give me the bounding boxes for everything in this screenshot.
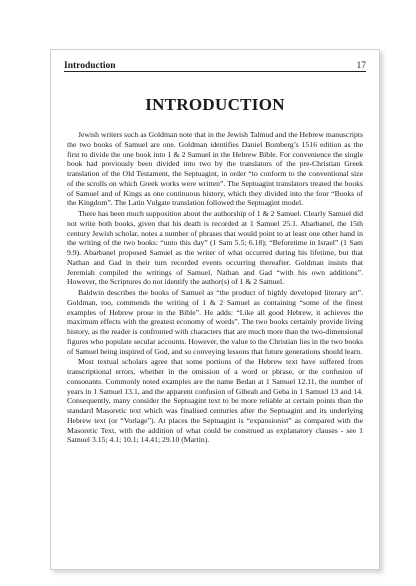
chapter-title: INTRODUCTION — [145, 95, 285, 114]
running-head-section: Introduction — [64, 61, 116, 71]
paragraph: Most textual scholars agree that some portions of the Hebrew text have suffered from transcriptional errors, whether in the omission of a word or phrase, or the confusion of consonants. Commonly noted examples are the name Bedan at 1 Samuel 12.11, the number of years in 1 Samuel 13.1, and the apparent confusion of Gibeah and Geba in 1 Samuel 13 and 14. Consequently, many consider the Septuagint text to be more reliable at certain points than the standard Masoretic text which was finalised centuries after the Septuagint and its underlying Hebrew text (or “Vorlage”). At places the Septuagint is “expansionist” as compared with the Masoretic Text, with the addition of what could be construed as explanatory clauses - see 1 Samuel 3.15; 4.1; 10.1; 14.41; 29.10 (Martin). — [67, 357, 363, 445]
page-number: 17 — [356, 61, 366, 71]
book-page — [50, 49, 380, 570]
running-head — [64, 57, 366, 72]
paragraph: Jewish writers such as Goldman note that in the Jewish Talmud and the Hebrew manuscripts the two books of Samuel are one. Goldman identifies Daniel Bomberg’s 1516 edition as the first to divide the one book into 1 & 2 Samuel in the Hebrew Bible. For convenience the single book had previously been divided into two by the translators of the pre-Christian Greek translation of the Old Testament, the Septuagint, in order “to conform to the conventional size of the scrolls on which Greek works were written”. The Septuagint translators treated the books of Samuel and of Kings as one continuous history, which they divided into the four “Books of the Kingdom”. The Latin Vulgate translation followed the Septuagint model. — [67, 130, 363, 208]
paragraph: Baldwin describes the books of Samuel as “the product of highly developed literary art”. Goldman, too, commends the writing of 1 & 2 Samuel as containing “some of the finest examples of Hebrew prose in the Bible”. He adds: “Like all good Hebrew, it achieves the maximum effects with the greatest economy of words”. The two books certainly provide living history, as the reader is confronted with characters that are much more than the two-dimensional figures who populate secular accounts. However, the value to the Christian lies in the two books of Samuel being inspired of God, and so conveying lessons that future generations should learn. — [67, 288, 364, 356]
body-text — [67, 130, 363, 446]
paragraph: There has been much supposition about the authorship of 1 & 2 Samuel. Clearly Samuel did not write both books, given that his death is recorded at 1 Samuel 25.1. Abarbanel, the 15th century Jewish scholar, notes a number of phrases that would point to at least one other hand in the writing of the two books: “unto this day” (1 Sam 5.5; 6.18); “Beforetime in Israel” (1 Sam 9.9). Abarbanel proposed Samuel as the writer of what occurred during his lifetime, but that Nathan and Gad in their turn recorded events occurring thereafter. Goldman insists that Jeremiah compiled the writings of Samuel, Nathan and Gad “with his own additions”. However, the Scriptures do not identify the author(s) of 1 & 2 Samuel. — [67, 209, 363, 287]
